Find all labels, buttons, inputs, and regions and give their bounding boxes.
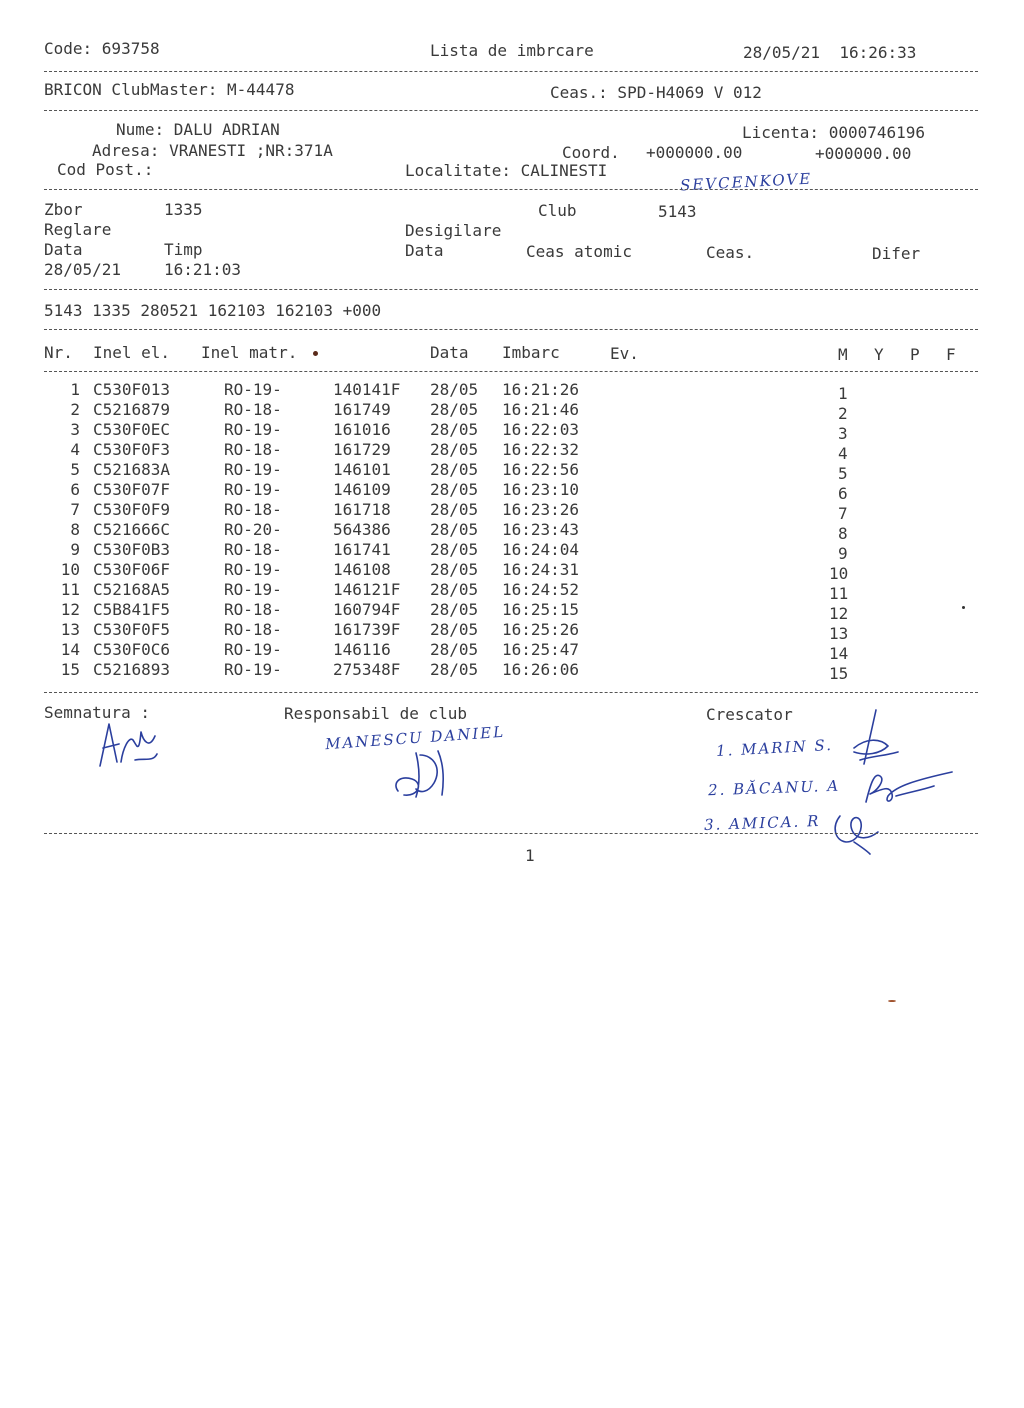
row-m: 5 [838, 464, 848, 483]
row-time: 16:22:03 [502, 420, 580, 439]
club-responsible-label: Responsabil de club [284, 704, 468, 723]
row-matr: 146109 [333, 480, 391, 499]
flight-code-line: 5143 1335 280521 162103 162103 +000 [44, 301, 382, 320]
ink-dot [313, 351, 318, 356]
clock-label: Ceas. [706, 243, 755, 262]
col-header-y: Y [874, 345, 884, 364]
col-header-m: M [838, 345, 848, 364]
row-nr: 12 [60, 600, 80, 619]
row-matr: 146121F [333, 580, 401, 599]
handwritten-witness-2: 2. BĂCANU. A [707, 776, 841, 800]
row-prefix: RO-18- [224, 540, 282, 559]
print-datetime: 28/05/21 16:26:33 [743, 43, 917, 62]
row-time: 16:23:26 [502, 500, 580, 519]
table-row [0, 620, 1024, 643]
col-header-ev: Ev. [610, 344, 639, 363]
row-matr: 161741 [333, 540, 391, 559]
coord-label: Coord. [562, 143, 620, 162]
row-data: 28/05 [430, 400, 479, 419]
row-matr: 161729 [333, 440, 391, 459]
separator [44, 833, 978, 834]
reglare-timp-label: Timp [164, 240, 203, 259]
table-row [0, 600, 1024, 623]
row-m: 6 [838, 484, 848, 503]
row-nr: 14 [60, 640, 80, 659]
speck [962, 606, 965, 609]
row-matr: 275348F [333, 660, 401, 679]
document-code: Code: 693758 [44, 39, 160, 58]
row-prefix: RO-19- [224, 560, 282, 579]
row-inel-el: C521666C [93, 520, 171, 539]
row-inel-el: C530F0C6 [93, 640, 171, 659]
postal-code-label: Cod Post.: [57, 160, 154, 179]
row-inel-el: C530F013 [93, 380, 171, 399]
separator [44, 189, 978, 190]
table-row [0, 400, 1024, 423]
row-data: 28/05 [430, 500, 479, 519]
col-header-nr: Nr. [44, 343, 73, 362]
row-data: 28/05 [430, 620, 479, 639]
col-header-f: F [946, 345, 956, 364]
row-inel-el: C5216879 [93, 400, 171, 419]
row-m: 10 [829, 564, 849, 583]
row-nr: 11 [60, 580, 80, 599]
row-matr: 564386 [333, 520, 391, 539]
col-header-p: P [910, 345, 920, 364]
table-row [0, 540, 1024, 563]
row-nr: 7 [70, 500, 80, 519]
row-time: 16:22:56 [502, 460, 580, 479]
owner-address: Adresa: VRANESTI ;NR:371A [92, 141, 333, 160]
row-matr: 161016 [333, 420, 391, 439]
atomic-clock-label: Ceas atomic [526, 242, 632, 261]
row-nr: 6 [70, 480, 80, 499]
handwritten-witness-1: 1. MARIN S. [715, 735, 834, 761]
row-prefix: RO-19- [224, 640, 282, 659]
zbor-label: Zbor [44, 200, 83, 219]
signature-label: Semnatura : [44, 703, 150, 722]
owner-name: Nume: DALU ADRIAN [116, 120, 280, 139]
row-nr: 9 [70, 540, 80, 559]
handwritten-locality: SEVCENKOVE [679, 169, 813, 195]
row-m: 3 [838, 424, 848, 443]
row-data: 28/05 [430, 480, 479, 499]
handwritten-witness-3: 3. AMICA. R [703, 811, 821, 835]
col-header-imbarc: Imbarc [502, 343, 560, 362]
reglare-time: 16:21:03 [164, 260, 242, 279]
row-m: 9 [838, 544, 848, 563]
row-nr: 1 [70, 380, 80, 399]
separator [44, 692, 978, 693]
row-m: 2 [838, 404, 848, 423]
locality: Localitate: CALINESTI [405, 161, 608, 180]
row-nr: 10 [60, 560, 80, 579]
row-inel-el: C530F07F [93, 480, 171, 499]
row-data: 28/05 [430, 580, 479, 599]
col-header-data: Data [430, 343, 469, 362]
table-row [0, 420, 1024, 443]
page-number: 1 [525, 846, 535, 865]
coord-value-2: +000000.00 [815, 144, 912, 163]
separator [44, 71, 978, 72]
row-time: 16:25:47 [502, 640, 580, 659]
row-time: 16:21:26 [502, 380, 580, 399]
row-inel-el: C530F0F5 [93, 620, 171, 639]
row-nr: 4 [70, 440, 80, 459]
row-matr: 161749 [333, 400, 391, 419]
desigilare-label: Desigilare [405, 221, 502, 240]
table-row [0, 480, 1024, 503]
document-title: Lista de imbrcare [430, 41, 594, 60]
row-prefix: RO-19- [224, 660, 282, 679]
row-nr: 15 [60, 660, 80, 679]
row-nr: 2 [70, 400, 80, 419]
row-time: 16:23:43 [502, 520, 580, 539]
row-m: 14 [829, 644, 849, 663]
coord-value-1: +000000.00 [646, 143, 743, 162]
row-time: 16:21:46 [502, 400, 580, 419]
row-m: 8 [838, 524, 848, 543]
row-prefix: RO-18- [224, 500, 282, 519]
signature-scribble-5 [830, 806, 890, 858]
signature-scribble-2 [390, 745, 465, 803]
club-label: Club [538, 201, 577, 220]
row-inel-el: C530F0EC [93, 420, 171, 439]
difference-label: Difer [872, 244, 921, 263]
row-time: 16:24:04 [502, 540, 580, 559]
row-data: 28/05 [430, 640, 479, 659]
row-m: 12 [829, 604, 849, 623]
club-value: 5143 [658, 202, 697, 221]
row-inel-el: C530F0F3 [93, 440, 171, 459]
table-row [0, 440, 1024, 463]
row-prefix: RO-19- [224, 480, 282, 499]
row-prefix: RO-19- [224, 420, 282, 439]
row-data: 28/05 [430, 660, 479, 679]
row-prefix: RO-20- [224, 520, 282, 539]
row-inel-el: C530F0F9 [93, 500, 171, 519]
col-header-inel-matr: Inel matr. [201, 343, 298, 362]
row-inel-el: C521683A [93, 460, 171, 479]
reglare-data-label: Data [44, 240, 83, 259]
row-data: 28/05 [430, 520, 479, 539]
signature-scribble-4 [860, 766, 955, 808]
license-number: Licenta: 0000746196 [742, 123, 926, 142]
row-matr: 160794F [333, 600, 401, 619]
row-prefix: RO-18- [224, 600, 282, 619]
separator [44, 110, 978, 111]
table-row [0, 660, 1024, 683]
row-prefix: RO-19- [224, 380, 282, 399]
row-data: 28/05 [430, 560, 479, 579]
row-time: 16:25:15 [502, 600, 580, 619]
row-inel-el: C530F06F [93, 560, 171, 579]
row-matr: 161718 [333, 500, 391, 519]
row-matr: 146116 [333, 640, 391, 659]
row-data: 28/05 [430, 380, 479, 399]
separator [44, 289, 978, 290]
desigilare-data-label: Data [405, 241, 444, 260]
row-m: 13 [829, 624, 849, 643]
reglare-label: Reglare [44, 220, 112, 239]
row-time: 16:25:26 [502, 620, 580, 639]
row-inel-el: C530F0B3 [93, 540, 171, 559]
row-m: 4 [838, 444, 848, 463]
row-nr: 13 [60, 620, 80, 639]
table-row [0, 560, 1024, 583]
row-matr: 161739F [333, 620, 401, 639]
row-m: 7 [838, 504, 848, 523]
row-nr: 3 [70, 420, 80, 439]
row-matr: 146101 [333, 460, 391, 479]
zbor-value: 1335 [164, 200, 203, 219]
row-m: 15 [829, 664, 849, 683]
row-data: 28/05 [430, 600, 479, 619]
clubmaster-id: BRICON ClubMaster: M-44478 [44, 80, 295, 99]
col-header-inel-el: Inel el. [93, 343, 171, 362]
row-data: 28/05 [430, 460, 479, 479]
breeder-label: Crescator [706, 705, 793, 724]
row-data: 28/05 [430, 420, 479, 439]
row-m: 11 [829, 584, 849, 603]
table-row [0, 640, 1024, 663]
row-time: 16:24:52 [502, 580, 580, 599]
row-time: 16:22:32 [502, 440, 580, 459]
row-matr: 146108 [333, 560, 391, 579]
table-row [0, 380, 1024, 403]
row-data: 28/05 [430, 540, 479, 559]
scan-speck [888, 1000, 896, 1002]
row-time: 16:24:31 [502, 560, 580, 579]
row-time: 16:23:10 [502, 480, 580, 499]
row-inel-el: C52168A5 [93, 580, 171, 599]
row-nr: 5 [70, 460, 80, 479]
row-prefix: RO-18- [224, 400, 282, 419]
row-prefix: RO-18- [224, 440, 282, 459]
row-nr: 8 [70, 520, 80, 539]
row-data: 28/05 [430, 440, 479, 459]
table-row [0, 580, 1024, 603]
row-prefix: RO-18- [224, 620, 282, 639]
separator [44, 371, 978, 372]
handwritten-responsible-name: MANESCU DANIEL [324, 722, 506, 754]
signature-scribble-1 [95, 718, 165, 773]
row-inel-el: C5216893 [93, 660, 171, 679]
row-time: 16:26:06 [502, 660, 580, 679]
table-row [0, 520, 1024, 543]
row-prefix: RO-19- [224, 580, 282, 599]
row-prefix: RO-19- [224, 460, 282, 479]
reglare-date: 28/05/21 [44, 260, 122, 279]
table-row [0, 500, 1024, 523]
row-m: 1 [838, 384, 848, 403]
row-matr: 140141F [333, 380, 401, 399]
signature-scribble-3 [832, 708, 902, 770]
table-row [0, 460, 1024, 483]
separator [44, 329, 978, 330]
clock-id: Ceas.: SPD-H4069 V 012 [550, 83, 762, 102]
row-inel-el: C5B841F5 [93, 600, 171, 619]
